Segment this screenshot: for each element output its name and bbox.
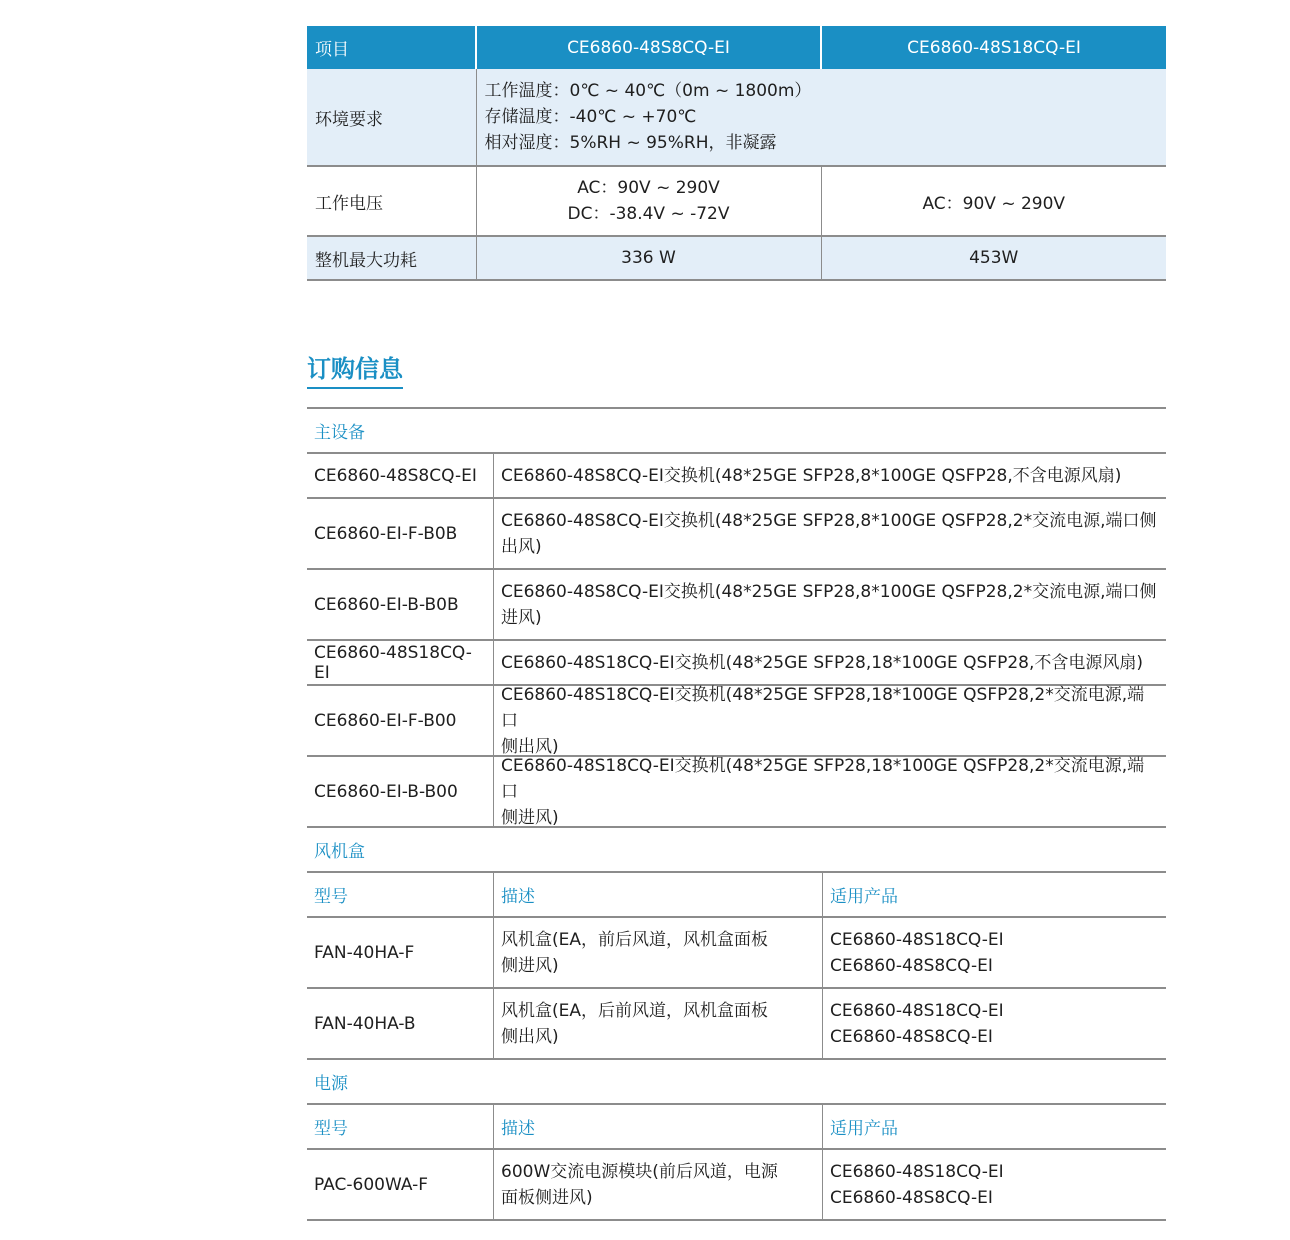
table-row bbox=[307, 570, 1166, 641]
table-row bbox=[307, 686, 1166, 757]
table-row bbox=[307, 757, 1166, 828]
table-row bbox=[307, 989, 1166, 1060]
category-power bbox=[307, 1060, 1166, 1105]
column-header-model: 型号 bbox=[314, 887, 348, 907]
table-row bbox=[307, 454, 1166, 499]
spec-power-model-1: 336 W bbox=[476, 236, 821, 280]
products-cell bbox=[822, 918, 1166, 987]
desc-line: CE6860-48S18CQ-EI交换机(48*25GE SFP28,18*100GE QSFP28,2*交流电源,端口 bbox=[501, 684, 1145, 731]
category-label: 风机盒 bbox=[314, 842, 365, 862]
spec-row-power bbox=[307, 236, 1166, 280]
products-cell bbox=[822, 1150, 1166, 1219]
desc-line: 侧出风) bbox=[501, 1026, 559, 1047]
spec-header-model-2: CE6860-48S18CQ-EI bbox=[821, 26, 1166, 69]
spec-env-line: 存储温度：-40℃ ~ +70℃ bbox=[484, 107, 697, 127]
desc-cell bbox=[493, 757, 1166, 826]
category-fan bbox=[307, 828, 1166, 873]
table-row bbox=[307, 1150, 1166, 1221]
spec-table-container bbox=[307, 26, 1166, 281]
category-label: 电源 bbox=[314, 1074, 348, 1094]
desc-line: CE6860-48S18CQ-EI交换机(48*25GE SFP28,18*100GE QSFP28,不含电源风扇) bbox=[501, 652, 1144, 673]
model-cell: CE6860-EI-B-B0B bbox=[314, 594, 459, 615]
desc-cell bbox=[493, 641, 1166, 684]
desc-line: 侧进风) bbox=[501, 955, 559, 976]
model-cell: FAN-40HA-B bbox=[314, 1013, 416, 1034]
model-cell: FAN-40HA-F bbox=[314, 942, 415, 963]
desc-line: 进风) bbox=[501, 607, 542, 628]
spec-voltage-line: AC：90V ~ 290V bbox=[577, 178, 720, 198]
fan-header-row bbox=[307, 873, 1166, 918]
spec-header-item: 项目 bbox=[307, 26, 476, 69]
column-header-products: 适用产品 bbox=[822, 1105, 1166, 1148]
desc-cell bbox=[493, 570, 1166, 639]
spec-voltage-line: DC：-38.4V ~ -72V bbox=[567, 204, 730, 224]
category-label: 主设备 bbox=[314, 423, 365, 443]
product-line: CE6860-48S18CQ-EI bbox=[830, 929, 1004, 950]
desc-line: 侧出风) bbox=[501, 736, 559, 757]
spec-row-environment bbox=[307, 69, 1166, 166]
spec-header-row bbox=[307, 26, 1166, 69]
column-header-desc: 描述 bbox=[493, 1105, 822, 1148]
column-header-desc: 描述 bbox=[493, 873, 822, 916]
spec-header-model-1: CE6860-48S8CQ-EI bbox=[476, 26, 821, 69]
table-row bbox=[307, 641, 1166, 686]
desc-cell bbox=[493, 1150, 822, 1219]
ordering-table bbox=[307, 407, 1166, 1221]
desc-line: CE6860-48S8CQ-EI交换机(48*25GE SFP28,8*100GE QSFP28,2*交流电源,端口侧 bbox=[501, 510, 1157, 531]
spec-env-label: 环境要求 bbox=[307, 69, 476, 166]
desc-line: 侧进风) bbox=[501, 807, 559, 828]
product-line: CE6860-48S8CQ-EI bbox=[830, 1187, 993, 1208]
power-header-row bbox=[307, 1105, 1166, 1150]
products-cell bbox=[822, 989, 1166, 1058]
desc-line: 出风) bbox=[501, 536, 542, 557]
model-cell: CE6860-EI-F-B00 bbox=[314, 710, 457, 731]
spec-env-line: 工作温度：0℃ ~ 40℃（0m ~ 1800m） bbox=[484, 81, 812, 101]
desc-cell bbox=[493, 454, 1166, 497]
model-cell: CE6860-48S18CQ-EI bbox=[314, 642, 472, 683]
desc-line: 面板侧进风) bbox=[501, 1187, 593, 1208]
desc-line: CE6860-48S8CQ-EI交换机(48*25GE SFP28,8*100GE QSFP28,不含电源风扇) bbox=[501, 465, 1122, 486]
column-header-products: 适用产品 bbox=[822, 873, 1166, 916]
spec-voltage-model-1 bbox=[476, 166, 821, 236]
spec-env-values bbox=[476, 69, 1166, 166]
spec-voltage-label: 工作电压 bbox=[307, 166, 476, 236]
spec-row-voltage bbox=[307, 166, 1166, 236]
spec-power-model-2: 453W bbox=[821, 236, 1166, 280]
category-main-device bbox=[307, 409, 1166, 454]
spec-env-line: 相对湿度：5%RH ~ 95%RH，非凝露 bbox=[484, 133, 777, 153]
product-line: CE6860-48S8CQ-EI bbox=[830, 955, 993, 976]
table-row bbox=[307, 918, 1166, 989]
column-header-model: 型号 bbox=[314, 1119, 348, 1139]
product-line: CE6860-48S18CQ-EI bbox=[830, 1161, 1004, 1182]
desc-line: 风机盒(EA，前后风道，风机盒面板 bbox=[501, 929, 769, 950]
model-cell: CE6860-EI-B-B00 bbox=[314, 781, 458, 802]
desc-line: CE6860-48S18CQ-EI交换机(48*25GE SFP28,18*100GE QSFP28,2*交流电源,端口 bbox=[501, 755, 1145, 802]
desc-cell bbox=[493, 686, 1166, 755]
desc-cell bbox=[493, 499, 1166, 568]
desc-line: 600W交流电源模块(前后风道，电源 bbox=[501, 1161, 778, 1182]
product-line: CE6860-48S8CQ-EI bbox=[830, 1026, 993, 1047]
desc-cell bbox=[493, 918, 822, 987]
desc-cell bbox=[493, 989, 822, 1058]
product-line: CE6860-48S18CQ-EI bbox=[830, 1000, 1004, 1021]
model-cell: CE6860-48S8CQ-EI bbox=[314, 465, 477, 486]
spec-table bbox=[307, 26, 1166, 281]
section-title-ordering: 订购信息 bbox=[307, 352, 403, 389]
table-row bbox=[307, 499, 1166, 570]
model-cell: CE6860-EI-F-B0B bbox=[314, 523, 458, 544]
spec-power-label: 整机最大功耗 bbox=[307, 236, 476, 280]
desc-line: CE6860-48S8CQ-EI交换机(48*25GE SFP28,8*100GE QSFP28,2*交流电源,端口侧 bbox=[501, 581, 1157, 602]
model-cell: PAC-600WA-F bbox=[314, 1174, 428, 1195]
spec-voltage-model-2: AC：90V ~ 290V bbox=[821, 166, 1166, 236]
desc-line: 风机盒(EA，后前风道，风机盒面板 bbox=[501, 1000, 769, 1021]
